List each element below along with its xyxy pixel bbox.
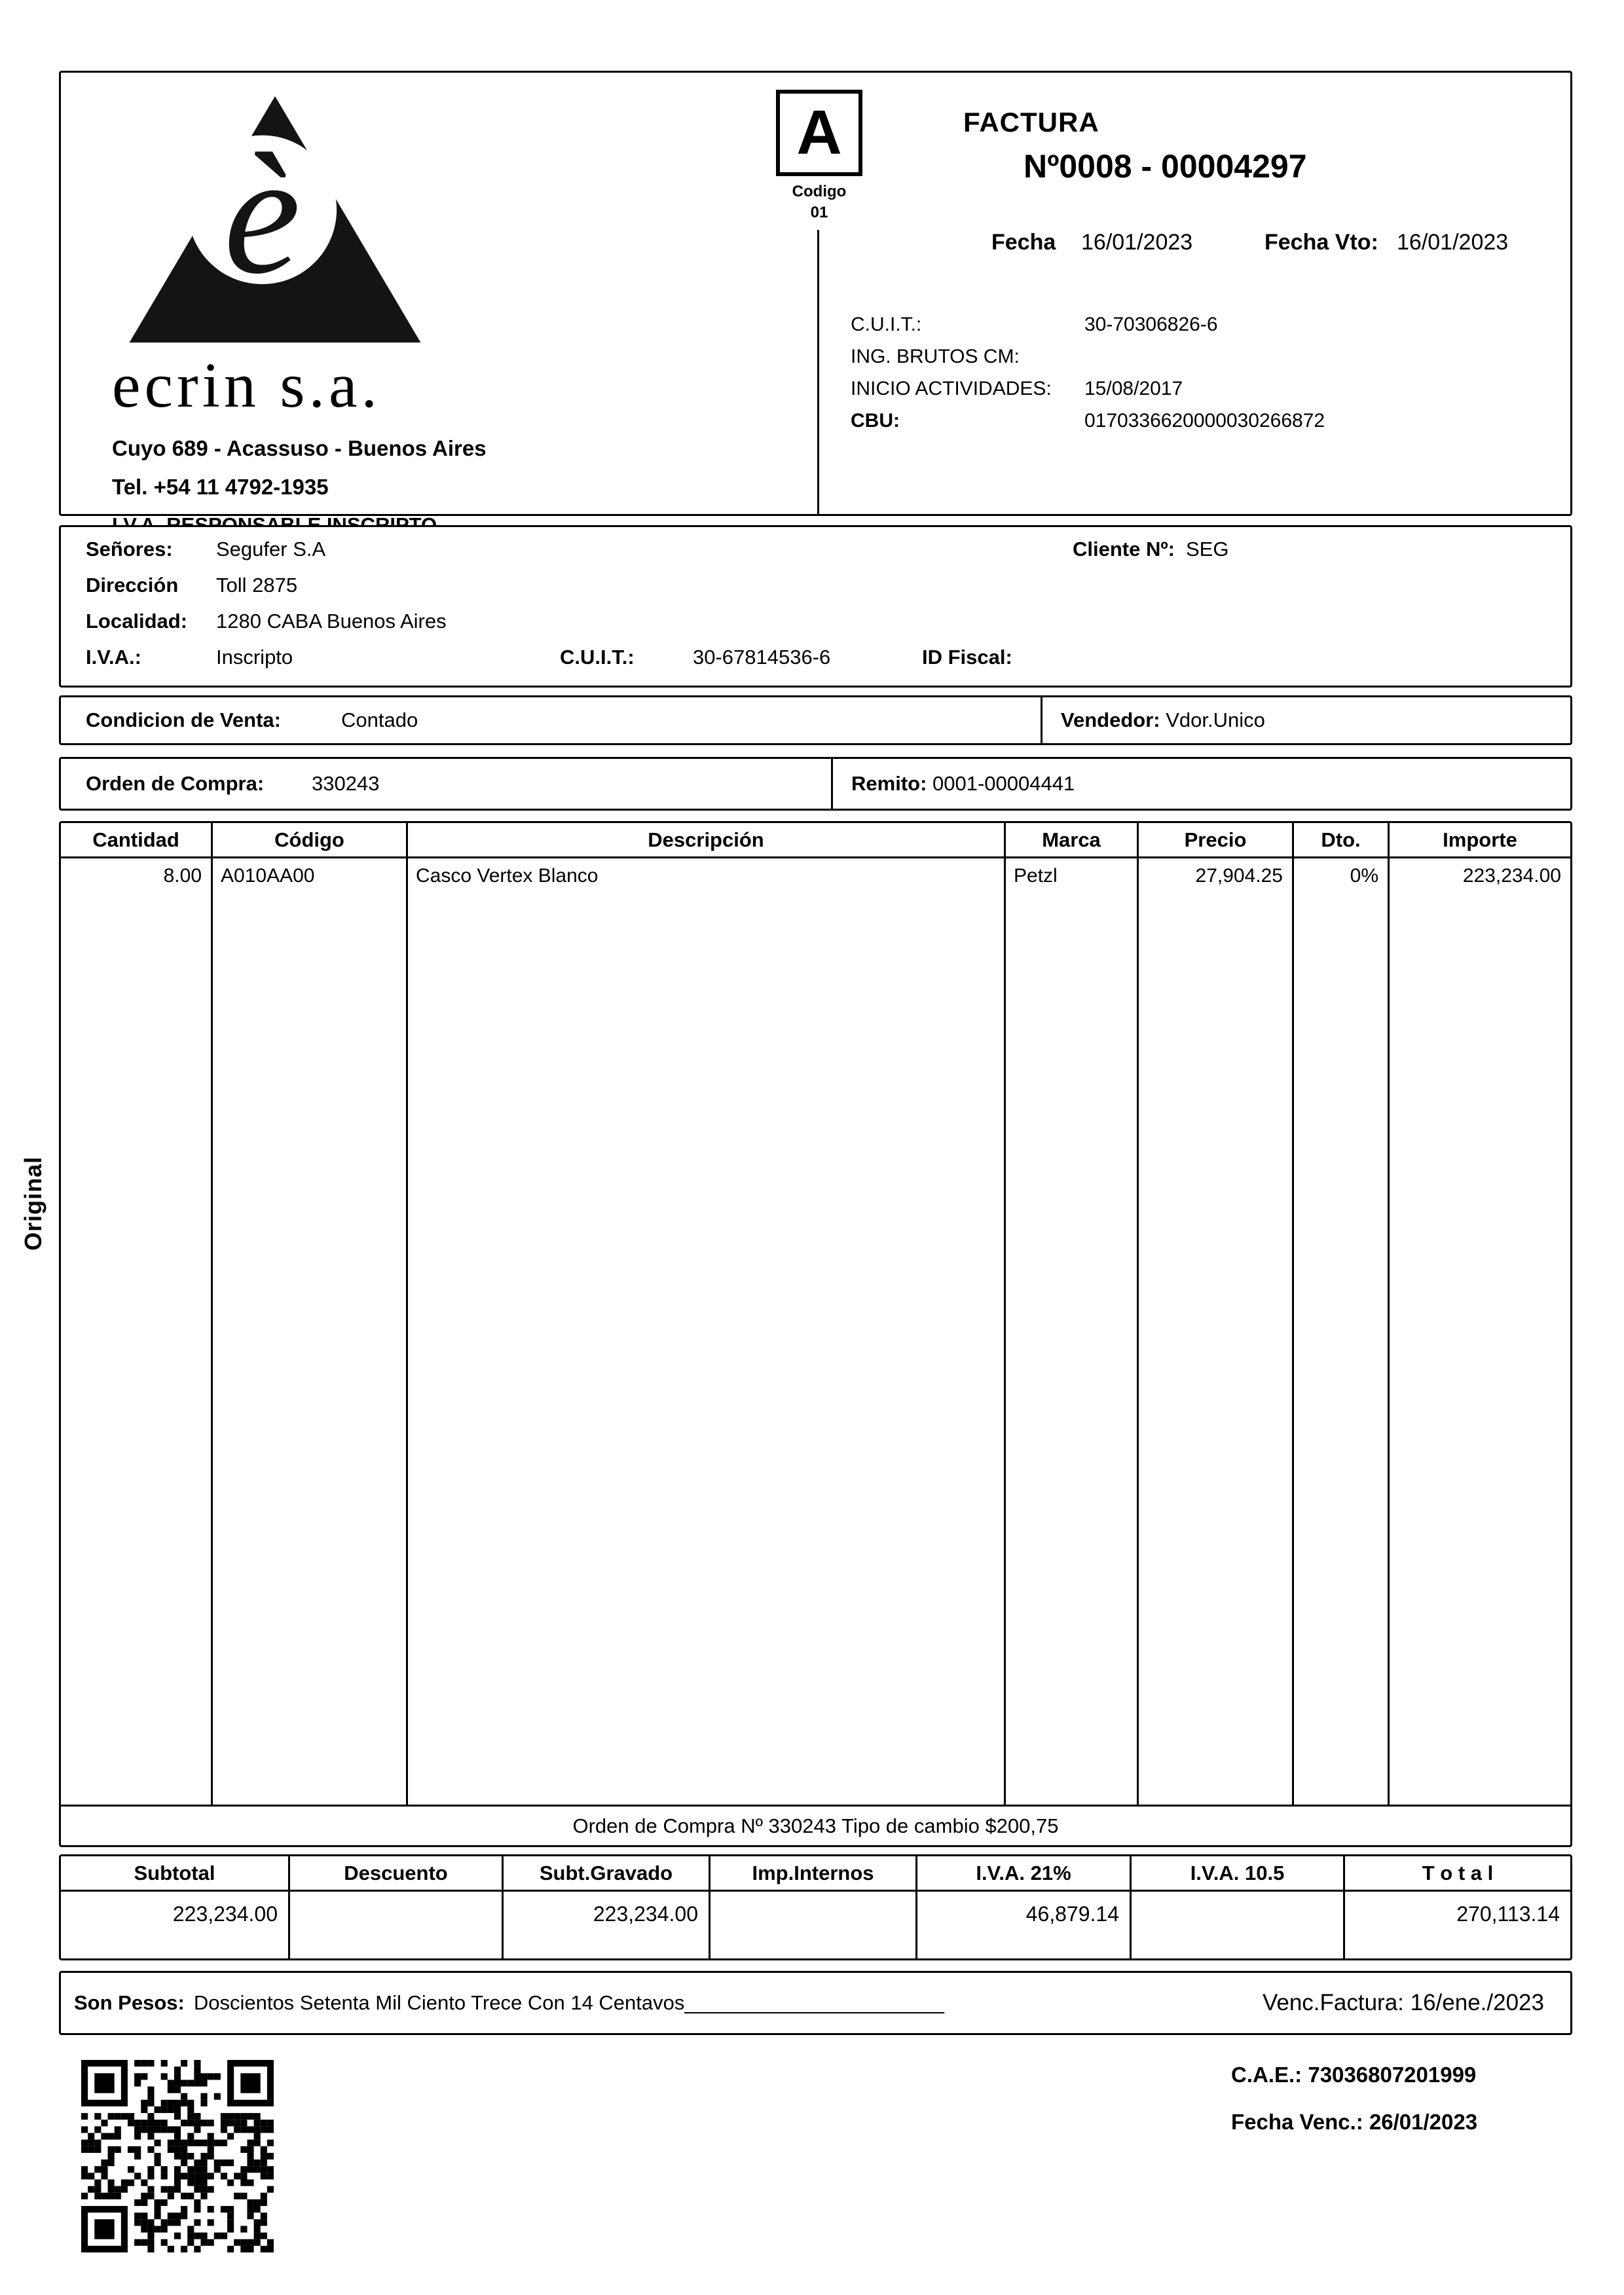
company-phone: Tel. +54 11 4792-1935 — [112, 475, 329, 499]
customer-iva-value: Inscripto — [216, 646, 293, 669]
item-precio: 27,904.25 — [1139, 858, 1294, 1805]
qr-code — [81, 2060, 274, 2252]
item-cantidad: 8.00 — [61, 858, 213, 1805]
direccion-label: Dirección — [86, 574, 179, 597]
inicio-actividades-label: INICIO ACTIVIDADES: — [851, 378, 1052, 399]
condicion-value: Contado — [341, 708, 418, 731]
total-total-value: 270,113.14 — [1456, 1902, 1560, 1926]
fecha-value: 16/01/2023 — [1081, 230, 1193, 255]
footer-area — [59, 2053, 1572, 2269]
customer-section — [59, 525, 1572, 688]
son-pesos-text: Doscientos Setenta Mil Ciento Trece Con 14 Centavos_______________________ — [193, 1991, 944, 2014]
inicio-actividades-value: 15/08/2017 — [1084, 378, 1183, 399]
total-header-descuento: Descuento — [290, 1856, 504, 1890]
vendedor-value: Vdor.Unico — [1166, 708, 1265, 731]
fecha-vto-value: 16/01/2023 — [1397, 230, 1509, 255]
amount-in-words-section — [59, 1971, 1572, 2035]
id-fiscal-label: ID Fiscal: — [922, 646, 1012, 669]
total-iva-21-value: 46,879.14 — [917, 1892, 1132, 1958]
total-descuento-value — [290, 1892, 504, 1958]
col-header-descripcion: Descripción — [408, 823, 1006, 856]
remito-label: Remito: — [851, 772, 927, 795]
total-header-total: T o t a l — [1422, 1861, 1494, 1884]
localidad-value: 1280 CABA Buenos Aires — [216, 610, 447, 633]
company-fiscal-data — [851, 314, 1564, 442]
item-descripcion: Casco Vertex Blanco — [408, 858, 1006, 1805]
totals-section — [59, 1854, 1572, 1960]
fecha-venc-value: 26/01/2023 — [1369, 2110, 1478, 2134]
venc-factura-label: Venc.Factura: — [1262, 1990, 1404, 2015]
senores-label: Señores: — [86, 538, 173, 560]
cliente-nro-label: Cliente Nº: — [1073, 538, 1175, 560]
company-logo — [121, 91, 429, 348]
total-header-subtotal: Subtotal — [61, 1856, 290, 1890]
item-dto: 0% — [1294, 858, 1390, 1805]
orden-compra-label: Orden de Compra: — [86, 772, 265, 795]
total-imp-internos-value — [710, 1892, 917, 1958]
item-codigo: A010AA00 — [213, 858, 408, 1805]
codigo-label: Codigo — [792, 183, 847, 200]
cae-value: 73036807201999 — [1308, 2063, 1477, 2087]
company-cuit-label: C.U.I.T.: — [851, 314, 922, 335]
customer-iva-label: I.V.A.: — [86, 646, 141, 669]
table-row — [61, 858, 1570, 1805]
items-table-header — [61, 823, 1570, 858]
total-header-iva-105: I.V.A. 10.5 — [1132, 1856, 1345, 1890]
cae-line — [1231, 2063, 1477, 2087]
cbu-value: 0170336620000030266872 — [1084, 410, 1325, 431]
total-subtotal-value: 223,234.00 — [61, 1892, 290, 1958]
company-address: Cuyo 689 - Acassuso - Buenos Aires — [112, 436, 487, 460]
purchase-order-section — [59, 757, 1572, 811]
company-name: ecrin s.a. — [112, 350, 381, 421]
col-header-dto: Dto. — [1294, 823, 1390, 856]
cae-label: C.A.E.: — [1231, 2063, 1302, 2087]
total-header-subt-gravado: Subt.Gravado — [504, 1856, 710, 1890]
cbu-label: CBU: — [851, 410, 900, 431]
invoice-info — [851, 73, 1564, 442]
codigo-value: 01 — [810, 204, 828, 221]
item-marca: Petzl — [1006, 858, 1139, 1805]
total-subt-gravado-value: 223,234.00 — [504, 1892, 710, 1958]
son-pesos-label: Son Pesos: — [74, 1991, 185, 2014]
col-header-importe: Importe — [1443, 828, 1517, 851]
venc-factura-value: 16/ene./2023 — [1410, 1990, 1544, 2015]
customer-cuit-label: C.U.I.T.: — [560, 646, 635, 669]
header-divider — [817, 230, 819, 514]
cae-block — [1231, 2063, 1477, 2157]
invoice-number: Nº0008 - 00004297 — [1024, 148, 1307, 185]
totals-values — [61, 1892, 1570, 1958]
col-header-cantidad: Cantidad — [61, 823, 213, 856]
fecha-label: Fecha — [991, 230, 1056, 255]
totals-header — [61, 1856, 1570, 1892]
cliente-nro-value: SEG — [1186, 538, 1229, 560]
venc-factura — [1263, 1990, 1544, 2016]
fecha-vto-label: Fecha Vto: — [1264, 230, 1378, 255]
col-header-precio: Precio — [1139, 823, 1294, 856]
item-importe: 223,234.00 — [1462, 865, 1561, 887]
items-table — [59, 821, 1572, 1847]
company-block — [112, 91, 767, 537]
condicion-label: Condicion de Venta: — [86, 708, 281, 731]
orden-compra-value: 330243 — [312, 772, 380, 795]
localidad-label: Localidad: — [86, 610, 188, 633]
invoice-header — [59, 71, 1572, 516]
remito-value: 0001-00004441 — [932, 772, 1075, 795]
copy-type-label: Original — [20, 1156, 46, 1251]
senores-value: Segufer S.A — [216, 538, 326, 560]
total-header-imp-internos: Imp.Internos — [710, 1856, 917, 1890]
invoice-letter: A — [796, 98, 842, 168]
svg-text:è: è — [223, 118, 301, 310]
doc-type-title: FACTURA — [963, 107, 1099, 138]
total-header-iva-21: I.V.A. 21% — [917, 1856, 1132, 1890]
col-header-codigo: Código — [213, 823, 408, 856]
sale-condition-section — [59, 695, 1572, 745]
company-cuit-value: 30-70306826-6 — [1084, 314, 1218, 335]
dates-row — [851, 230, 1564, 260]
fecha-venc-line — [1231, 2110, 1477, 2135]
invoice-letter-box — [776, 90, 862, 176]
direccion-value: Toll 2875 — [216, 574, 298, 597]
total-iva-105-value — [1132, 1892, 1345, 1958]
vendedor-label: Vendedor: — [1061, 708, 1160, 731]
ing-brutos-label: ING. BRUTOS CM: — [851, 346, 1020, 367]
col-header-marca: Marca — [1006, 823, 1139, 856]
customer-cuit-value: 30-67814536-6 — [693, 646, 831, 669]
items-footer-note: Orden de Compra Nº 330243 Tipo de cambio $200,75 — [61, 1805, 1570, 1845]
fecha-venc-label: Fecha Venc.: — [1231, 2110, 1363, 2134]
